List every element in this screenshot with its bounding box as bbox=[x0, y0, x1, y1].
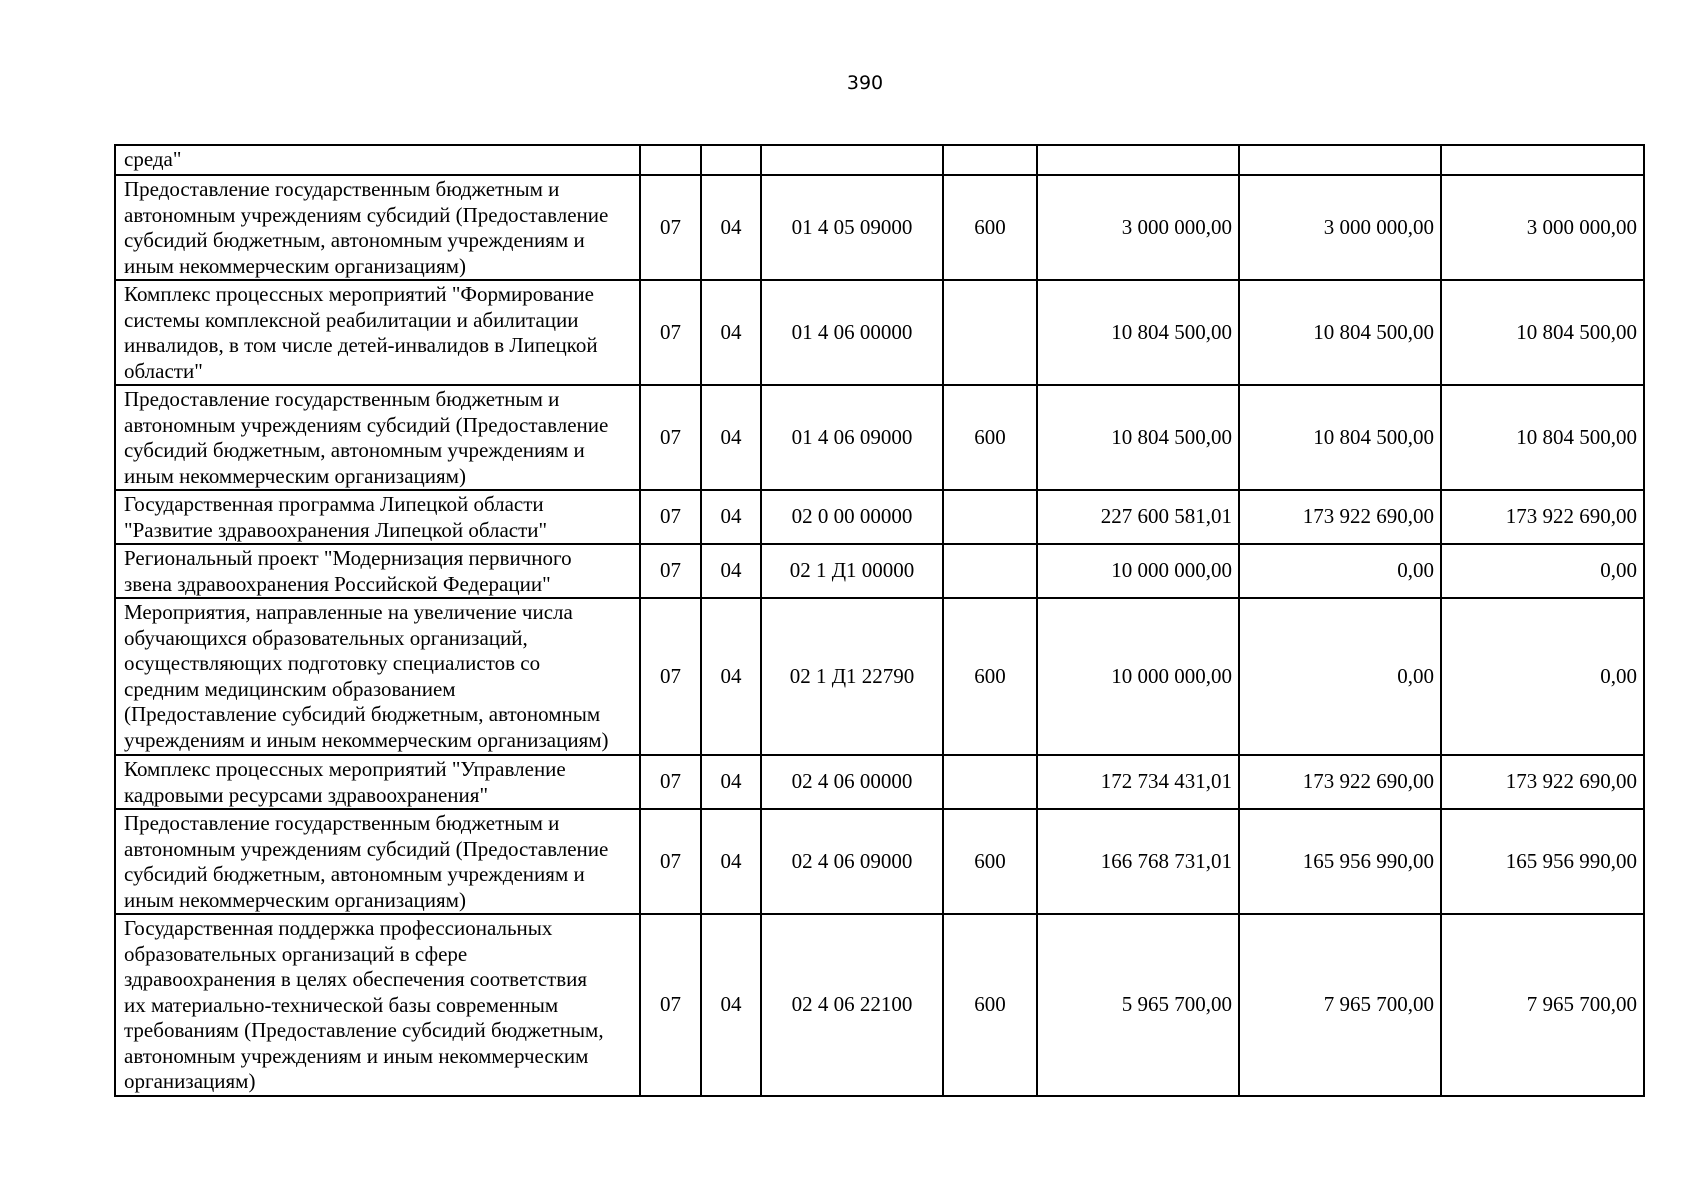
program-name-cell: Государственная поддержка профессиональных образовательных организаций в сфере здравоохранения в целях обеспечения соответствия их материально-технической базы современным требованиям (Предоставление субсидий бюджетным, автономным учреждениям и иным некоммерческим организациям) bbox=[115, 914, 640, 1096]
amount-year-1-cell: 172 734 431,01 bbox=[1037, 755, 1239, 809]
amount-year-3-cell: 3 000 000,00 bbox=[1441, 175, 1644, 280]
subsection-code-cell: 04 bbox=[701, 490, 761, 544]
amount-year-1-cell: 10 804 500,00 bbox=[1037, 280, 1239, 385]
amount-year-1-cell bbox=[1037, 145, 1239, 175]
amount-year-3-cell: 0,00 bbox=[1441, 598, 1644, 755]
amount-year-2-cell: 7 965 700,00 bbox=[1239, 914, 1441, 1096]
expense-type-cell bbox=[943, 490, 1037, 544]
amount-year-2-cell: 173 922 690,00 bbox=[1239, 490, 1441, 544]
program-name-cell: Комплекс процессных мероприятий "Управление кадровыми ресурсами здравоохранения" bbox=[115, 755, 640, 809]
expense-type-cell: 600 bbox=[943, 809, 1037, 914]
expense-type-cell: 600 bbox=[943, 385, 1037, 490]
section-code-cell bbox=[640, 145, 701, 175]
target-article-cell: 02 0 00 00000 bbox=[761, 490, 943, 544]
table-row bbox=[115, 598, 1644, 755]
table-row bbox=[115, 914, 1644, 1096]
budget-allocation-table bbox=[114, 144, 1645, 1097]
table-row bbox=[115, 809, 1644, 914]
subsection-code-cell: 04 bbox=[701, 544, 761, 598]
amount-year-1-cell: 10 000 000,00 bbox=[1037, 544, 1239, 598]
amount-year-2-cell: 165 956 990,00 bbox=[1239, 809, 1441, 914]
target-article-cell: 02 4 06 09000 bbox=[761, 809, 943, 914]
table-row bbox=[115, 490, 1644, 544]
program-name-cell: Предоставление государственным бюджетным и автономным учреждениям субсидий (Предоставление субсидий бюджетным, автономным учреждениям и иным некоммерческим организациям) bbox=[115, 175, 640, 280]
table-row bbox=[115, 175, 1644, 280]
target-article-cell: 01 4 06 00000 bbox=[761, 280, 943, 385]
expense-type-cell: 600 bbox=[943, 175, 1037, 280]
expense-type-cell bbox=[943, 755, 1037, 809]
expense-type-cell bbox=[943, 145, 1037, 175]
target-article-cell: 02 1 Д1 00000 bbox=[761, 544, 943, 598]
page-number: 390 bbox=[846, 72, 884, 94]
target-article-cell: 01 4 06 09000 bbox=[761, 385, 943, 490]
section-code-cell: 07 bbox=[640, 598, 701, 755]
subsection-code-cell: 04 bbox=[701, 755, 761, 809]
subsection-code-cell: 04 bbox=[701, 385, 761, 490]
target-article-cell: 02 4 06 00000 bbox=[761, 755, 943, 809]
section-code-cell: 07 bbox=[640, 755, 701, 809]
target-article-cell bbox=[761, 145, 943, 175]
amount-year-1-cell: 3 000 000,00 bbox=[1037, 175, 1239, 280]
table-row bbox=[115, 280, 1644, 385]
section-code-cell: 07 bbox=[640, 544, 701, 598]
section-code-cell: 07 bbox=[640, 809, 701, 914]
target-article-cell: 01 4 05 09000 bbox=[761, 175, 943, 280]
amount-year-2-cell: 3 000 000,00 bbox=[1239, 175, 1441, 280]
amount-year-3-cell: 10 804 500,00 bbox=[1441, 385, 1644, 490]
program-name-cell: Комплекс процессных мероприятий "Формирование системы комплексной реабилитации и абилитации инвалидов, в том числе детей-инвалидов в Липецкой области" bbox=[115, 280, 640, 385]
amount-year-1-cell: 5 965 700,00 bbox=[1037, 914, 1239, 1096]
amount-year-3-cell: 173 922 690,00 bbox=[1441, 755, 1644, 809]
section-code-cell: 07 bbox=[640, 385, 701, 490]
amount-year-2-cell: 10 804 500,00 bbox=[1239, 280, 1441, 385]
subsection-code-cell: 04 bbox=[701, 280, 761, 385]
amount-year-1-cell: 166 768 731,01 bbox=[1037, 809, 1239, 914]
expense-type-cell: 600 bbox=[943, 914, 1037, 1096]
expense-type-cell bbox=[943, 280, 1037, 385]
amount-year-3-cell: 7 965 700,00 bbox=[1441, 914, 1644, 1096]
target-article-cell: 02 1 Д1 22790 bbox=[761, 598, 943, 755]
table-row bbox=[115, 385, 1644, 490]
amount-year-1-cell: 10 804 500,00 bbox=[1037, 385, 1239, 490]
amount-year-3-cell: 165 956 990,00 bbox=[1441, 809, 1644, 914]
amount-year-2-cell: 10 804 500,00 bbox=[1239, 385, 1441, 490]
program-name-cell: Мероприятия, направленные на увеличение числа обучающихся образовательных организаций, осуществляющих подготовку специалистов со средним медицинским образованием (Предоставление субсидий бюджетным, автономным учреждениям и иным некоммерческим организациям) bbox=[115, 598, 640, 755]
amount-year-2-cell: 0,00 bbox=[1239, 544, 1441, 598]
subsection-code-cell: 04 bbox=[701, 175, 761, 280]
program-name-cell: Региональный проект "Модернизация первичного звена здравоохранения Российской Федерации" bbox=[115, 544, 640, 598]
program-name-cell: Предоставление государственным бюджетным и автономным учреждениям субсидий (Предоставление субсидий бюджетным, автономным учреждениям и иным некоммерческим организациям) bbox=[115, 809, 640, 914]
amount-year-2-cell: 0,00 bbox=[1239, 598, 1441, 755]
amount-year-3-cell bbox=[1441, 145, 1644, 175]
subsection-code-cell: 04 bbox=[701, 809, 761, 914]
table-row bbox=[115, 145, 1644, 175]
table-row bbox=[115, 544, 1644, 598]
expense-type-cell: 600 bbox=[943, 598, 1037, 755]
subsection-code-cell bbox=[701, 145, 761, 175]
program-name-cell: Предоставление государственным бюджетным и автономным учреждениям субсидий (Предоставление субсидий бюджетным, автономным учреждениям и иным некоммерческим организациям) bbox=[115, 385, 640, 490]
amount-year-1-cell: 10 000 000,00 bbox=[1037, 598, 1239, 755]
expense-type-cell bbox=[943, 544, 1037, 598]
table-row bbox=[115, 755, 1644, 809]
section-code-cell: 07 bbox=[640, 280, 701, 385]
amount-year-1-cell: 227 600 581,01 bbox=[1037, 490, 1239, 544]
amount-year-3-cell: 10 804 500,00 bbox=[1441, 280, 1644, 385]
amount-year-3-cell: 0,00 bbox=[1441, 544, 1644, 598]
amount-year-2-cell bbox=[1239, 145, 1441, 175]
section-code-cell: 07 bbox=[640, 914, 701, 1096]
section-code-cell: 07 bbox=[640, 175, 701, 280]
program-name-cell: Государственная программа Липецкой области "Развитие здравоохранения Липецкой области" bbox=[115, 490, 640, 544]
program-name-cell: среда" bbox=[115, 145, 640, 175]
target-article-cell: 02 4 06 22100 bbox=[761, 914, 943, 1096]
amount-year-3-cell: 173 922 690,00 bbox=[1441, 490, 1644, 544]
subsection-code-cell: 04 bbox=[701, 598, 761, 755]
amount-year-2-cell: 173 922 690,00 bbox=[1239, 755, 1441, 809]
subsection-code-cell: 04 bbox=[701, 914, 761, 1096]
section-code-cell: 07 bbox=[640, 490, 701, 544]
table-body bbox=[115, 145, 1644, 1096]
